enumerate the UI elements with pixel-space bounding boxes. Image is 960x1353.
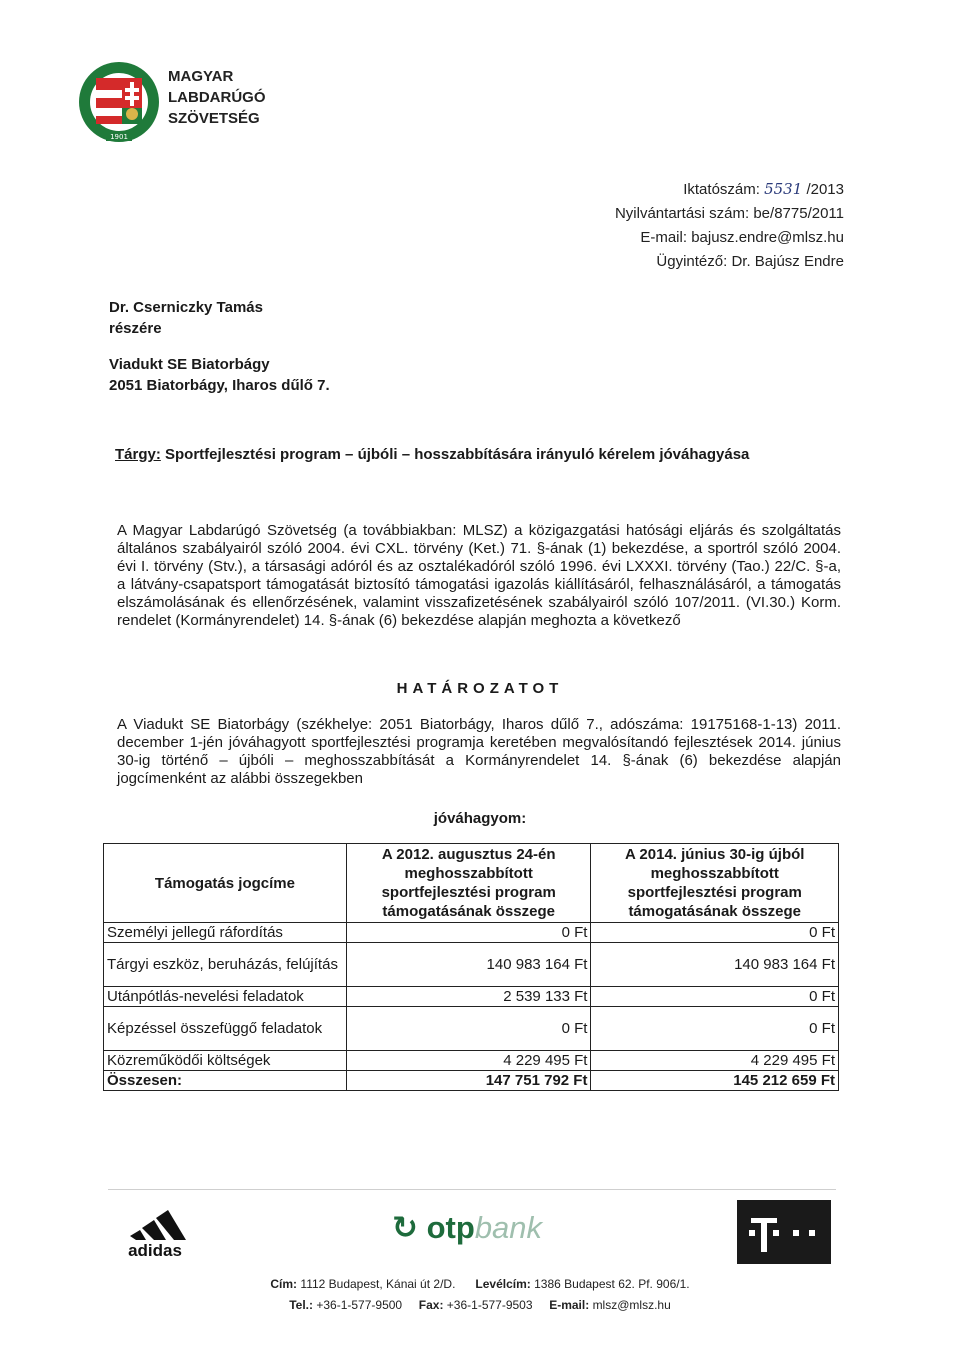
footer-mail-label: Levélcím: xyxy=(475,1277,531,1291)
otp-wordmark: otp xyxy=(426,1210,475,1245)
filing-number xyxy=(615,177,844,202)
org-name xyxy=(168,66,266,129)
footer-divider xyxy=(108,1189,836,1190)
footer-email-label: E-mail: xyxy=(549,1298,590,1312)
body-paragraph-1: A Magyar Labdarúgó Szövetség (a továbbiakban: MLSZ) a közigazgatási hatósági eljárás és szolgáltatás általános szabályairól szóló 2004. évi CXL. törvény (Ket.) 71. §-ának (1) bekezdése, a sportról szóló 2004. évi I. törvény (Stv.), a társasági adóról és az osztalékadóról szóló 1996. évi LXXXI. törvény (Tao.) 22/C. §-a, a látvány-csapatsport támogatását biztosító támogatási igazolás kiállításáról, felhasználásáról, a támogatás elszámolásának és ellenőrzésének, valamint visszafizetésének szabályairól szóló 107/2011. (VI.30.) Korm. rendelet (Kormányrendelet) 14. §-ának (6) bekezdése alapján meghozta a következő xyxy=(117,522,841,629)
subject-label: Tárgy: xyxy=(115,446,161,463)
footer-address-label: Cím: xyxy=(270,1277,298,1291)
subject-text: Sportfejlesztési program – újbóli – hosszabbítására irányuló kérelem jóváhagyása xyxy=(165,446,750,463)
table-cell-value: 0 Ft xyxy=(346,923,591,943)
table-cell-label: Képzéssel összefüggő feladatok xyxy=(104,1007,347,1051)
table-total-row xyxy=(104,1071,839,1091)
bank-wordmark: bank xyxy=(474,1210,543,1245)
footer-email-value: mlsz@mlsz.hu xyxy=(592,1298,671,1312)
logo-year: 1901 xyxy=(110,133,128,141)
table-total-value: 145 212 659 Ft xyxy=(591,1071,839,1091)
table-cell-label: Személyi jellegű ráfordítás xyxy=(104,923,347,943)
org-name-line1: MAGYAR xyxy=(168,68,234,85)
footer-tel-label: Tel.: xyxy=(289,1298,314,1312)
table-row xyxy=(104,943,839,987)
table-header-cell: A 2012. augusztus 24-én meghosszabbított sportfejlesztési program támogatásának összege xyxy=(346,844,591,923)
table-row xyxy=(104,923,839,943)
table-row xyxy=(104,1007,839,1051)
footer-line-2 xyxy=(0,1295,960,1316)
footer-line-1 xyxy=(0,1274,960,1295)
mlsz-logo xyxy=(78,58,160,150)
footer-address-value: 1112 Budapest, Kánai út 2/D. xyxy=(300,1277,456,1291)
otp-bank-logo xyxy=(392,1206,542,1250)
table-total-label: Összesen: xyxy=(104,1071,347,1091)
recipient-club: Viadukt SE Biatorbágy xyxy=(109,356,270,373)
table-total-value: 147 751 792 Ft xyxy=(346,1071,591,1091)
adidas-logo xyxy=(112,1198,198,1258)
grant-table xyxy=(103,843,839,1091)
otp-swirl-icon: ↻ xyxy=(392,1210,418,1245)
adidas-wordmark: adidas xyxy=(128,1241,182,1258)
footer-mail-value: 1386 Budapest 62. Pf. 906/1. xyxy=(534,1277,690,1291)
table-row xyxy=(104,1051,839,1071)
table-cell-label: Közreműködői költségek xyxy=(104,1051,347,1071)
table-cell-value: 4 229 495 Ft xyxy=(346,1051,591,1071)
table-header-cell: Támogatás jogcíme xyxy=(104,844,347,923)
registry-value: be/8775/2011 xyxy=(753,205,844,222)
table-cell-value: 0 Ft xyxy=(591,1007,839,1051)
footer-fax-label: Fax: xyxy=(418,1298,444,1312)
recipient-address: 2051 Biatorbágy, Iharos dűlő 7. xyxy=(109,377,330,394)
table-header-row xyxy=(104,844,839,923)
table-cell-value: 140 983 164 Ft xyxy=(346,943,591,987)
table-cell-value: 2 539 133 Ft xyxy=(346,987,591,1007)
table-cell-value: 0 Ft xyxy=(591,923,839,943)
footer-contact xyxy=(0,1274,960,1316)
table-cell-label: Utánpótlás-nevelési feladatok xyxy=(104,987,347,1007)
filing-handwritten: 5531 xyxy=(764,180,803,198)
table-header-cell: A 2014. június 30-ig újból meghosszabbított sportfejlesztési program támogatásának összege xyxy=(591,844,839,923)
table-cell-value: 0 Ft xyxy=(591,987,839,1007)
recipient-for: részére xyxy=(109,320,162,337)
org-name-line3: SZÖVETSÉG xyxy=(168,110,260,127)
table-cell-value: 4 229 495 Ft xyxy=(591,1051,839,1071)
adidas-stripes-icon xyxy=(112,1198,198,1258)
decision-title: HATÁROZATOT xyxy=(396,680,564,697)
footer-tel-value: +36-1-577-9500 xyxy=(316,1298,403,1312)
officer-label: Ügyintéző: xyxy=(656,253,728,270)
filing-label: Iktatószám: xyxy=(683,181,760,198)
case-officer xyxy=(615,250,844,274)
table-cell-value: 140 983 164 Ft xyxy=(591,943,839,987)
table-cell-value: 0 Ft xyxy=(346,1007,591,1051)
email-value: bajusz.endre@mlsz.hu xyxy=(691,229,844,246)
table-row xyxy=(104,987,839,1007)
officer-value: Dr. Bajúsz Endre xyxy=(731,253,844,270)
table-cell-label: Tárgyi eszköz, beruházás, felújítás xyxy=(104,943,347,987)
recipient-block xyxy=(109,297,330,396)
org-name-line2: LABDARÚGÓ xyxy=(168,89,266,106)
registry-number xyxy=(615,202,844,226)
mlsz-crest-icon xyxy=(78,58,160,150)
telekom-t-icon xyxy=(737,1200,831,1264)
registry-label: Nyilvántartási szám: xyxy=(614,205,750,222)
approve-heading: jóváhagyom: xyxy=(433,810,527,827)
subject-line xyxy=(115,446,749,463)
email-label: E-mail: xyxy=(640,229,688,246)
recipient-name: Dr. Cserniczky Tamás xyxy=(109,299,263,316)
contact-email xyxy=(615,226,844,250)
reference-block xyxy=(615,177,844,274)
body-paragraph-2: A Viadukt SE Biatorbágy (székhelye: 2051 Biatorbágy, Iharos dűlő 7., adószáma: 19175168-1-13) 2011. december 1-jén jóváhagyott sportfejlesztési programja keretében megvalósítandó fejlesztések 2014. június 30-ig történő – újbóli – meghosszabbítását a Kormányrendelet 14. §-ának (6) bekezdése alapján jogcímenként az alábbi összegekben xyxy=(117,716,841,787)
filing-year: /2013 xyxy=(806,181,844,198)
telekom-logo xyxy=(737,1200,831,1264)
footer-fax-value: +36-1-577-9503 xyxy=(446,1298,533,1312)
